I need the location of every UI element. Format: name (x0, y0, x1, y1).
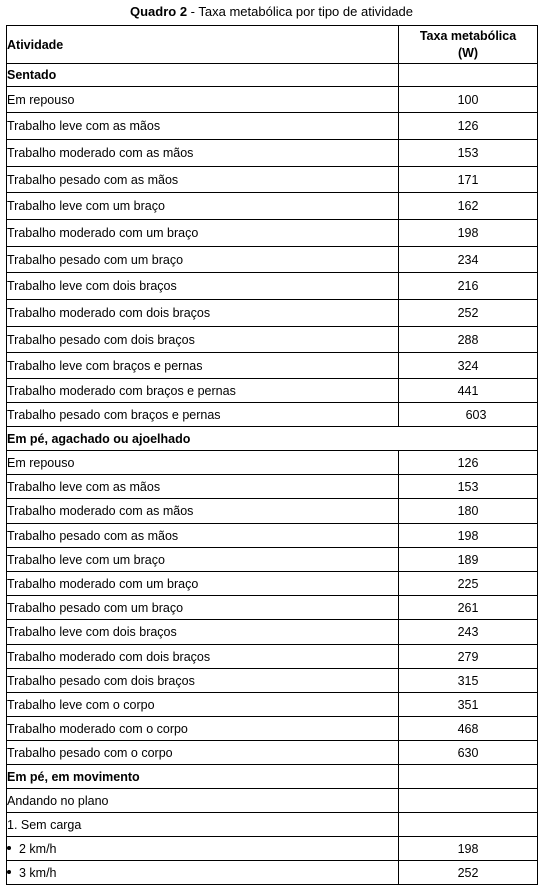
value-cell: 171 (399, 167, 538, 193)
value-cell: 288 (399, 327, 538, 353)
value-cell: 468 (399, 717, 538, 741)
activity-cell: Trabalho moderado com braços e pernas (7, 379, 399, 403)
value-cell: 315 (399, 669, 538, 693)
subheading-cell: 1. Sem carga (7, 813, 399, 837)
table-row (7, 596, 538, 620)
value-cell: 189 (399, 548, 538, 572)
speed-label: 2 km/h (19, 841, 57, 856)
section-row (7, 64, 538, 87)
table-row (7, 861, 538, 885)
value-cell: 279 (399, 645, 538, 669)
table-row (7, 789, 538, 813)
activity-cell: Trabalho pesado com braços e pernas (7, 403, 399, 427)
table-row (7, 140, 538, 167)
section-title-sentado: Sentado (7, 64, 399, 87)
header-rate-line2: (W) (457, 45, 479, 60)
header-row (7, 26, 538, 64)
activity-cell: Trabalho leve com as mãos (7, 113, 399, 140)
table-row (7, 193, 538, 220)
activity-cell: Trabalho pesado com um braço (7, 596, 399, 620)
table-row (7, 475, 538, 499)
metabolic-rate-table (6, 25, 538, 885)
table-row (7, 645, 538, 669)
header-rate-line1: Taxa metabólica (419, 28, 517, 43)
empty-cell (399, 64, 538, 87)
table-row (7, 379, 538, 403)
bullet-icon (7, 846, 11, 850)
activity-cell: Em repouso (7, 451, 399, 475)
value-cell: 198 (399, 220, 538, 247)
section-title-em-movimento: Em pé, em movimento (7, 765, 399, 789)
section-title-em-pe: Em pé, agachado ou ajoelhado (7, 427, 538, 451)
value-cell: 180 (399, 499, 538, 524)
activity-cell: Trabalho moderado com dois braços (7, 645, 399, 669)
table-row (7, 741, 538, 765)
section-row (7, 427, 538, 451)
header-rate (399, 26, 538, 64)
bullet-icon (7, 870, 11, 874)
table-row (7, 693, 538, 717)
value-cell: 243 (399, 620, 538, 645)
value-cell: 261 (399, 596, 538, 620)
activity-cell: Trabalho pesado com dois braços (7, 669, 399, 693)
table-row (7, 220, 538, 247)
value-cell: 252 (399, 300, 538, 327)
table-row (7, 403, 538, 427)
value-cell: 252 (399, 861, 538, 885)
table-row (7, 572, 538, 596)
activity-cell: Trabalho leve com dois braços (7, 273, 399, 300)
activity-cell: Trabalho pesado com as mãos (7, 524, 399, 548)
value-cell: 441 (399, 379, 538, 403)
activity-cell: Trabalho pesado com dois braços (7, 327, 399, 353)
table-row (7, 113, 538, 140)
value-cell: 225 (399, 572, 538, 596)
activity-cell: Trabalho moderado com um braço (7, 220, 399, 247)
table-row (7, 669, 538, 693)
activity-cell: Em repouso (7, 87, 399, 113)
activity-cell: Trabalho moderado com o corpo (7, 717, 399, 741)
activity-cell: Trabalho pesado com as mãos (7, 167, 399, 193)
table-row (7, 167, 538, 193)
value-cell: 198 (399, 524, 538, 548)
empty-cell (399, 789, 538, 813)
subheading-cell: Andando no plano (7, 789, 399, 813)
value-cell: 100 (399, 87, 538, 113)
activity-cell: Trabalho moderado com dois braços (7, 300, 399, 327)
activity-cell: Trabalho leve com braços e pernas (7, 353, 399, 379)
caption-label: Quadro 2 (129, 4, 188, 19)
value-cell: 324 (399, 353, 538, 379)
activity-cell: Trabalho leve com um braço (7, 193, 399, 220)
activity-cell: Trabalho leve com as mãos (7, 475, 399, 499)
table-row (7, 837, 538, 861)
activity-cell: Trabalho moderado com as mãos (7, 499, 399, 524)
table-row (7, 273, 538, 300)
value-cell: 216 (399, 273, 538, 300)
empty-cell (399, 813, 538, 837)
header-activity: Atividade (7, 26, 399, 64)
activity-cell: Trabalho pesado com um braço (7, 247, 399, 273)
table-row (7, 524, 538, 548)
activity-cell: Trabalho leve com o corpo (7, 693, 399, 717)
speed-label: 3 km/h (19, 865, 57, 880)
table-row (7, 548, 538, 572)
value-cell: 198 (399, 837, 538, 861)
value-cell: 153 (399, 140, 538, 167)
value-cell: 162 (399, 193, 538, 220)
value-cell: 351 (399, 693, 538, 717)
table-row (7, 499, 538, 524)
table-caption (0, 0, 543, 24)
table-row (7, 87, 538, 113)
value-cell: 234 (399, 247, 538, 273)
table-row (7, 451, 538, 475)
table-row (7, 813, 538, 837)
table-row (7, 353, 538, 379)
value-cell: 126 (399, 113, 538, 140)
table-row (7, 300, 538, 327)
activity-cell: Trabalho moderado com as mãos (7, 140, 399, 167)
value-cell: 153 (399, 475, 538, 499)
activity-cell: Trabalho leve com dois braços (7, 620, 399, 645)
bullet-cell (7, 861, 399, 885)
activity-cell: Trabalho pesado com o corpo (7, 741, 399, 765)
table-row (7, 327, 538, 353)
value-cell: 630 (399, 741, 538, 765)
empty-cell (399, 765, 538, 789)
bullet-cell (7, 837, 399, 861)
value-cell: 603 (399, 403, 538, 427)
activity-cell: Trabalho moderado com um braço (7, 572, 399, 596)
table-row (7, 620, 538, 645)
section-row (7, 765, 538, 789)
table-row (7, 717, 538, 741)
activity-cell: Trabalho leve com um braço (7, 548, 399, 572)
caption-text: - Taxa metabólica por tipo de atividade (187, 4, 414, 19)
table-row (7, 247, 538, 273)
value-cell: 126 (399, 451, 538, 475)
